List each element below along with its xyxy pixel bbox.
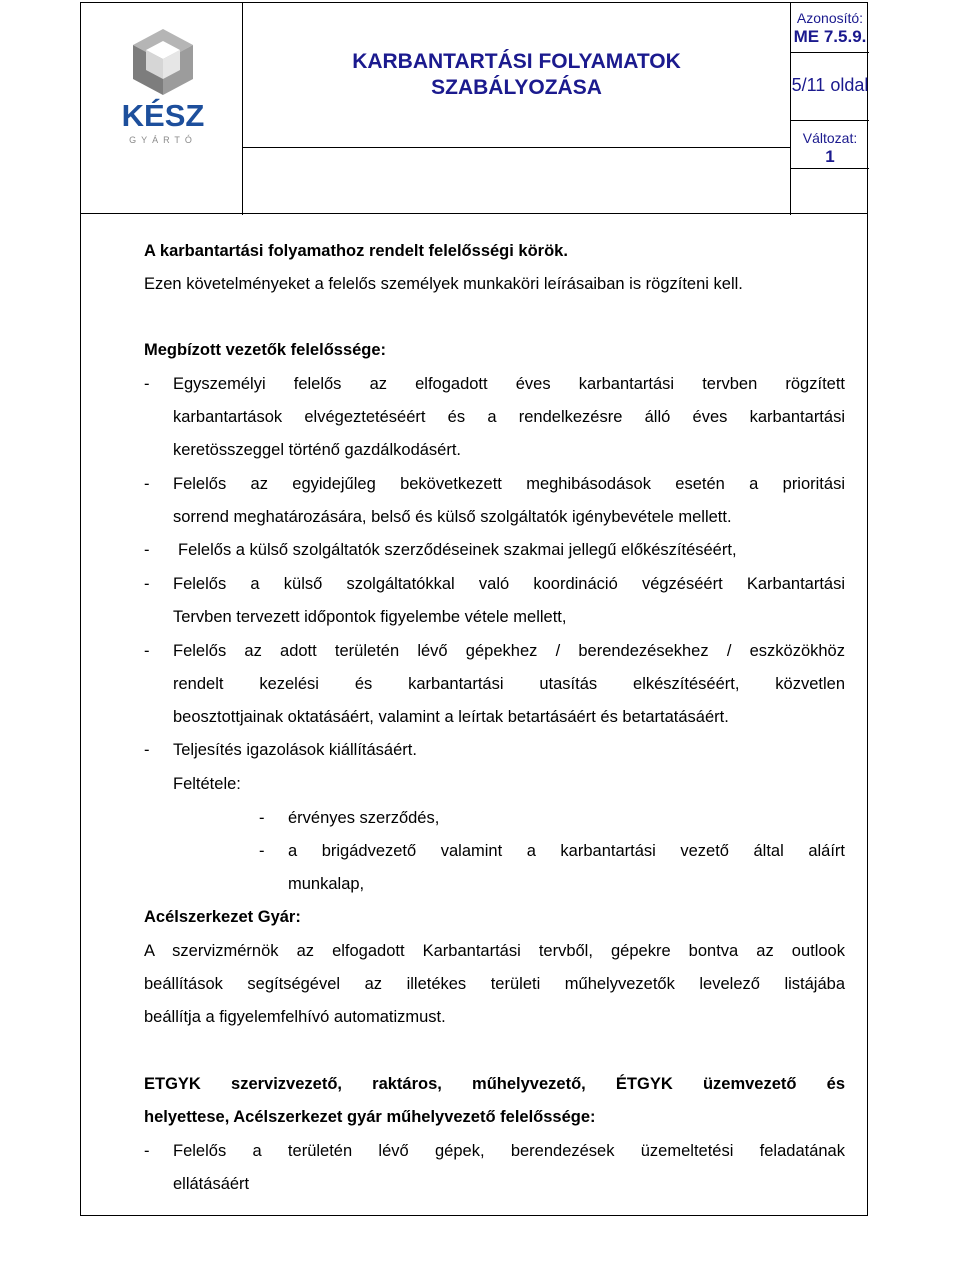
intro-text: Ezen követelményeket a felelős személyek munkaköri leírásaiban is rögzíteni kell. bbox=[144, 275, 743, 293]
logo-cube-icon bbox=[133, 29, 193, 95]
logo-subtext: GYÁRTÓ bbox=[129, 135, 197, 145]
id-value: ME 7.5.9. bbox=[793, 27, 867, 46]
bullet-dash: - bbox=[144, 475, 150, 493]
document-title bbox=[243, 3, 791, 148]
bullet-2-line-2: sorrend meghatározására, belső és külső szolgáltatók igénybevétele mellett. bbox=[173, 508, 732, 526]
logo-cell bbox=[81, 3, 243, 215]
bullet-4-line-1: Felelős a külső szolgáltatókkal való koordináció végzéséért Karbantartási bbox=[173, 575, 845, 593]
section1-title: Megbízott vezetők felelőssége: bbox=[144, 341, 387, 359]
bullet-5-line-3: beosztottjainak oktatásáért, valamint a leírtak betartásáért és betartatásáért. bbox=[173, 708, 729, 726]
title-line-1: KARBANTARTÁSI FOLYAMATOK bbox=[352, 50, 681, 73]
bullet-1-line-1: Egyszemélyi felelős az elfogadott éves karbantartási tervben rögzített bbox=[173, 375, 845, 393]
section3-title-line-1: ETGYK szervizvezető, raktáros, műhelyvezető, ÉTGYK üzemvezető és bbox=[144, 1075, 845, 1093]
section2-line-1: A szervizmérnök az elfogadott Karbantartási tervből, gépekre bontva az outlook bbox=[144, 942, 845, 960]
header-meta bbox=[791, 3, 869, 169]
bullet-1-line-2: karbantartások elvégeztetéséért és a rendelkezésre álló éves karbantartási bbox=[173, 408, 845, 426]
bullet-1-line-3: keretösszeggel történő gazdálkodásért. bbox=[173, 441, 462, 459]
condition-label: Feltétele: bbox=[173, 775, 241, 793]
section3-bullet-1-line-2: ellátásáért bbox=[173, 1175, 250, 1193]
sub-bullet-1-line-1: érvényes szerződés, bbox=[288, 809, 440, 827]
bullet-4-line-2: Tervben tervezett időpontok figyelembe vétele mellett, bbox=[173, 608, 567, 626]
version-cell bbox=[791, 121, 869, 169]
bullet-3-line-1: Felelős a külső szolgáltatók szerződéseinek szakmai jellegű előkészítéséért, bbox=[178, 541, 737, 559]
bullet-dash: - bbox=[144, 642, 150, 660]
bullet-5-line-1: Felelős az adott területén lévő gépekhez / berendezésekhez / eszközökhöz bbox=[173, 642, 845, 660]
kesz-logo bbox=[108, 23, 218, 148]
section2-line-3: beállítja a figyelemfelhívó automatizmust. bbox=[144, 1008, 446, 1026]
page-number: 5/11 oldal bbox=[791, 75, 869, 95]
title-line-2: SZABÁLYOZÁSA bbox=[431, 76, 602, 99]
section3-bullet-1-line-1: Felelős a területén lévő gépek, berendezések üzemeltetési feladatának bbox=[173, 1142, 845, 1160]
bullet-dash: - bbox=[144, 541, 150, 559]
version-value: 1 bbox=[825, 147, 835, 166]
bullet-6-line-1: Teljesítés igazolások kiállításáért. bbox=[173, 741, 417, 759]
bullet-2-line-1: Felelős az egyidejűleg bekövetkezett meghibásodások esetén a prioritási bbox=[173, 475, 845, 493]
sub-bullet-2-line-2: munkalap, bbox=[288, 875, 365, 893]
id-cell bbox=[791, 3, 869, 53]
bullet-dash: - bbox=[144, 375, 150, 393]
section2-line-2: beállítások segítségével az illetékes területi műhelyvezetők levelező listájába bbox=[144, 975, 845, 993]
sub-bullet-2-line-1: a brigádvezető valamint a karbantartási vezető által aláírt bbox=[288, 842, 845, 860]
section2-title: Acélszerkezet Gyár: bbox=[144, 908, 301, 926]
bullet-dash: - bbox=[144, 1142, 150, 1160]
bullet-dash: - bbox=[144, 741, 150, 759]
page-cell bbox=[791, 53, 869, 121]
id-label: Azonosító: bbox=[796, 10, 864, 26]
section3-title-line-2: helyettese, Acélszerkezet gyár műhelyvezető felelőssége: bbox=[144, 1108, 596, 1126]
header-blank-cell bbox=[243, 148, 791, 215]
bullet-5-line-2: rendelt kezelési és karbantartási utasítás elkészítéséért, közvetlen bbox=[173, 675, 845, 693]
sub-bullet-dash: - bbox=[259, 809, 265, 827]
document-header bbox=[80, 2, 868, 214]
version-label: Változat: bbox=[802, 130, 858, 146]
section-heading: A karbantartási folyamathoz rendelt felelősségi körök. bbox=[144, 242, 568, 260]
sub-bullet-dash: - bbox=[259, 842, 265, 860]
logo-text: KÉSZ bbox=[121, 98, 205, 133]
bullet-dash: - bbox=[144, 575, 150, 593]
